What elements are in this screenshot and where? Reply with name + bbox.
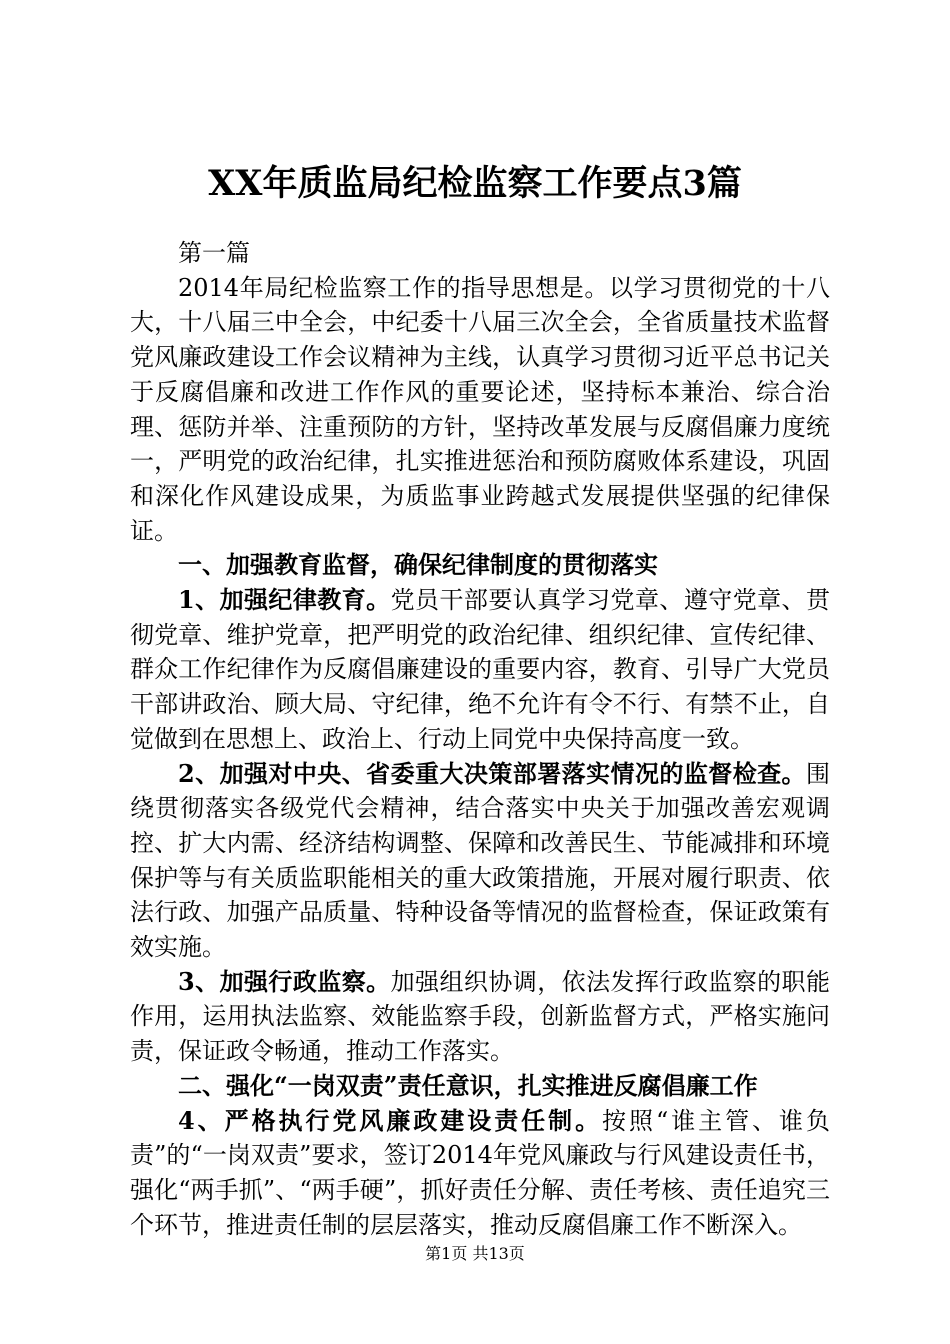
document-body [130, 236, 830, 1242]
item-1-lead: 1、加强纪律教育。 [178, 585, 391, 615]
item-4-text: 按照“谁主管、谁负责”的“一岗双责”要求，签订2014年党风廉政与行风建设责任书，强化“两手抓”、“两手硬”，抓好责任分解、责任考核、责任追究三个环节，推进责任制的层层落实，推动反腐倡廉工作不断深入。 [130, 1106, 830, 1239]
item-2-lead: 2、加强对中央、省委重大决策部署落实情况的监督检查。 [178, 758, 806, 788]
section-heading-2: 二、强化“一岗双责”责任意识，扎实推进反腐倡廉工作 [178, 1070, 758, 1100]
section-heading-1: 一、加强教育监督，确保纪律制度的贯彻落实 [178, 550, 658, 580]
item-1-paragraph [130, 583, 830, 757]
item-3-text: 加强组织协调，依法发挥行政监察的职能作用，运用执法监察、效能监察手段，创新监督方式，严格实施问责，保证政令畅通，推动工作落实。 [130, 967, 830, 1066]
item-2-text: 围绕贯彻落实各级党代会精神，结合落实中央关于加强改善宏观调控、扩大内需、经济结构调整、保障和改善民生、节能减排和环境保护等与有关质监职能相关的重大政策措施，开展对履行职责、依法行政、加强产品质量、特种设备等情况的监督检查，保证政策有效实施。 [130, 759, 830, 962]
item-2-paragraph [130, 757, 830, 965]
item-1-text: 党员干部要认真学习党章、遵守党章、贯彻党章、维护党章，把严明党的政治纪律、组织纪律、宣传纪律、群众工作纪律作为反腐倡廉建设的重要内容，教育、引导广大党员干部讲政治、顾大局、守纪律，绝不允许有令不行、有禁不止，自觉做到在思想上、政治上、行动上同党中央保持高度一致。 [130, 586, 830, 753]
item-3-paragraph [130, 965, 830, 1069]
intro-paragraph: 2014年局纪检监察工作的指导思想是。以学习贯彻党的十八大，十八届三中全会，中纪委十八届三次全会，全省质量技术监督党风廉政建设工作会议精神为主线，认真学习贯彻习近平总书记关于反腐倡廉和改进工作作风的重要论述，坚持标本兼治、综合治理、惩防并举、注重预防的方针，坚持改革发展与反腐倡廉力度统一，严明党的政治纪律，扎实推进惩治和预防腐败体系建设，巩固和深化作风建设成果，为质监事业跨越式发展提供坚强的纪律保证。 [130, 273, 830, 545]
page-footer: 第1页 共13页 [425, 1244, 525, 1263]
document-title: XX年质监局纪检监察工作要点3篇 [208, 163, 742, 204]
item-4-paragraph [130, 1104, 830, 1243]
item-3-lead: 3、加强行政监察。 [178, 966, 391, 996]
item-4-lead: 4、严格执行党风廉政建设责任制。 [178, 1105, 603, 1135]
section-label: 第一篇 [178, 239, 250, 267]
